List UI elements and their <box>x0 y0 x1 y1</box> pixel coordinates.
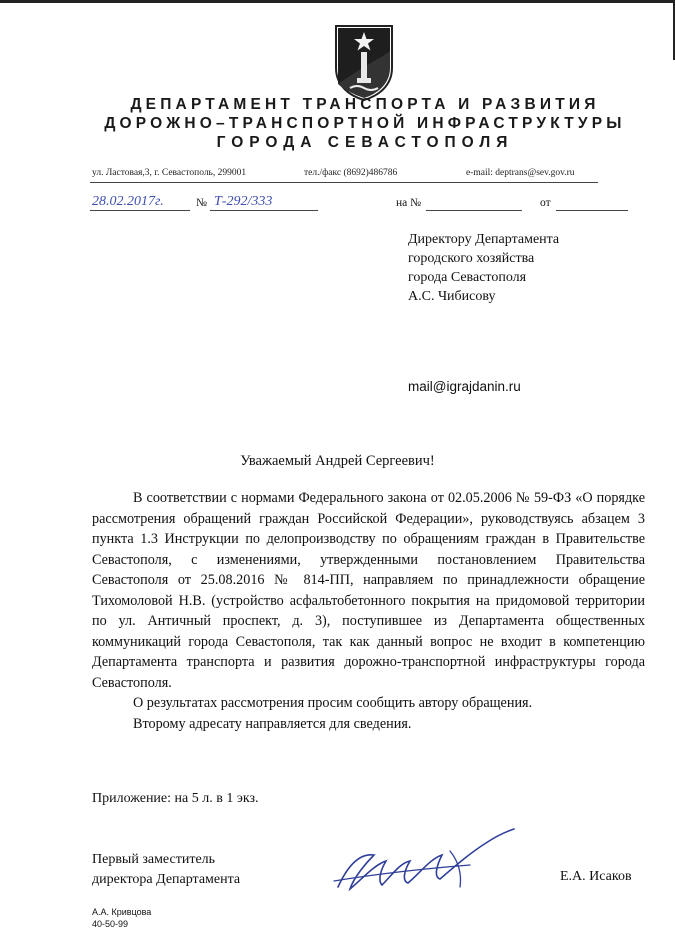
signatory-title <box>92 850 240 890</box>
greeting: Уважаемый Андрей Сергеевич! <box>240 453 435 469</box>
scan-edge-top <box>0 0 675 3</box>
registration-number-label: № <box>196 197 207 209</box>
executor-name: А.А. Кривцова <box>92 907 152 917</box>
recipient-block <box>408 230 559 306</box>
reference-number-underline <box>426 210 522 211</box>
registration-date: 28.02.2017г. <box>92 194 164 209</box>
executor-phone: 40-50-99 <box>92 919 129 929</box>
sevastopol-coat-of-arms-icon <box>332 22 396 102</box>
body-paragraph: Второму адресату направляется для сведения. <box>133 715 412 732</box>
signatory-name: Е.А. Исаков <box>560 869 632 884</box>
org-name-line-1: ДЕПАРТАМЕНТ ТРАНСПОРТА И РАЗВИТИЯ <box>130 96 600 113</box>
reference-number-label: на № <box>396 197 422 209</box>
recipient-email: mail@igrajdanin.ru <box>408 379 521 394</box>
org-email: e-mail: deptrans@sev.gov.ru <box>466 168 575 178</box>
signatory-title-line: Первый заместитель <box>92 852 216 867</box>
signatory-title-line: директора Департамента <box>92 872 241 887</box>
org-name-line-3: ГОРОДА СЕВАСТОПОЛЯ <box>216 134 514 151</box>
reference-date-label: от <box>540 197 551 209</box>
org-phone: тел./факс (8692)486786 <box>304 168 398 178</box>
org-name-line-2: ДОРОЖНО–ТРАНСПОРТНОЙ ИНФРАСТРУКТУРЫ <box>104 115 626 132</box>
body-paragraph: В соответствии с нормами Федерального закона от 02.05.2006 № 59-ФЗ «О порядке рассмотрения обращений граждан Российской Федерации», руководствуясь абзацем 3 пункта 1.3 Инструкции по делопроизводству по обращениям граждан в Правительстве Севастополя, с изменениями, утвержденными постановлением Правительства Севастополя от 25.08.2016 № 814-ПП, направляем по принадлежности обращение Тихомоловой Н.В. (устройство асфальтобетонного покрытия на придомовой территории по ул. Античный проспект, д. 3), поступившее из Департамента общественных коммуникаций города Севастополя, так как данный вопрос не входит в компетенцию Департамента транспорта и развития дорожно-транспортной инфраструктуры города Севастополя. <box>92 490 645 691</box>
recipient-line: Директору Департамента <box>408 232 560 247</box>
org-address: ул. Ластовая,3, г. Севастополь, 299001 <box>92 168 247 178</box>
letter-body <box>92 488 645 734</box>
registration-number: Т-292/333 <box>214 194 273 209</box>
recipient-line: городского хозяйства <box>408 251 535 266</box>
header-divider <box>90 182 598 183</box>
date-underline <box>90 210 190 211</box>
handwritten-signature <box>330 825 520 900</box>
recipient-line: города Севастополя <box>408 270 527 285</box>
number-underline <box>210 210 318 211</box>
attachment-note: Приложение: на 5 л. в 1 экз. <box>92 791 259 806</box>
body-paragraph: О результатах рассмотрения просим сообщить автору обращения. <box>133 695 533 711</box>
reference-date-underline <box>556 210 628 211</box>
recipient-line: А.С. Чибисову <box>408 289 496 304</box>
executor-block <box>92 906 151 930</box>
